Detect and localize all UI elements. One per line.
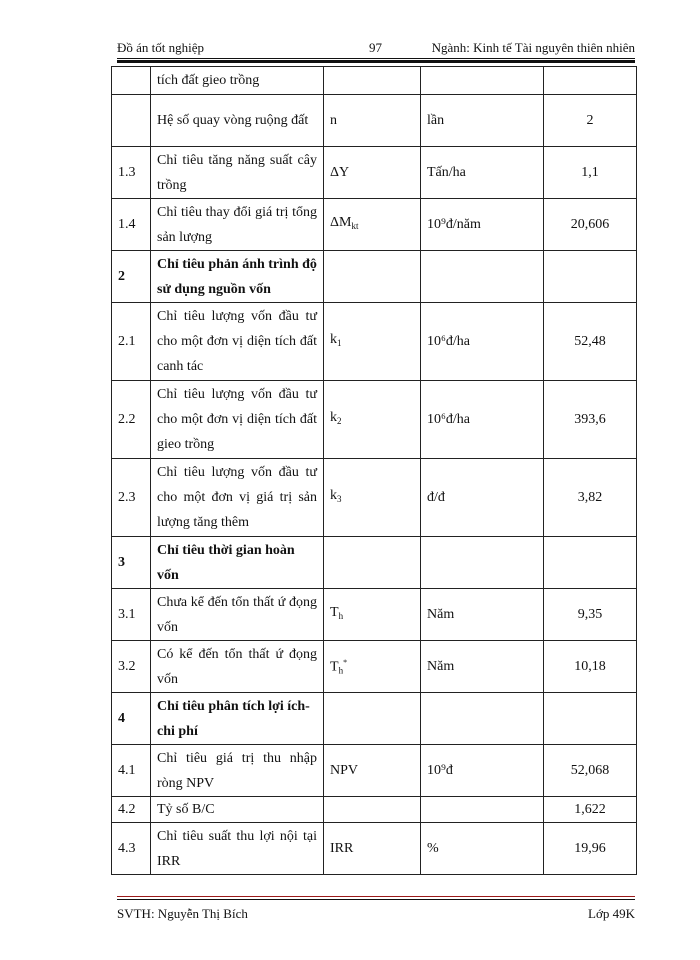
cell-unit [421, 251, 544, 303]
cell-indicator: Chỉ tiêu suất thu lợi nội tại IRR [151, 823, 324, 875]
cell-symbol [324, 823, 421, 875]
cell-symbol [324, 67, 421, 95]
cell-number [112, 67, 151, 95]
section-row [112, 693, 637, 745]
cell-indicator: Chỉ tiêu lượng vốn đầu tư cho một đơn vị diện tích đất gieo trồng [151, 381, 324, 459]
table-row [112, 147, 637, 199]
indicator-table [111, 66, 637, 875]
cell-unit: 10⁶đ/ha [421, 303, 544, 381]
cell-value [544, 67, 637, 95]
header-document-title: Đồ án tốt nghiệp [117, 40, 205, 55]
cell-indicator: Chỉ tiêu giá trị thu nhập ròng NPV [151, 745, 324, 797]
page-number: 97 [369, 40, 382, 55]
cell-value: 1,1 [544, 147, 637, 199]
cell-value [544, 693, 637, 745]
section-row [112, 537, 637, 589]
symbol-text: ΔY [330, 165, 350, 180]
cell-symbol [324, 797, 421, 823]
footer-student: SVTH: Nguyễn Thị Bích [117, 906, 248, 921]
table-row [112, 199, 637, 251]
cell-unit [421, 537, 544, 589]
cell-symbol [324, 251, 421, 303]
symbol-text: k [330, 488, 337, 503]
cell-indicator: Chưa kể đến tổn thất ứ đọng vốn [151, 589, 324, 641]
cell-number: 1.4 [112, 199, 151, 251]
footer-rule-red [117, 896, 635, 897]
symbol-subscript: h [338, 611, 344, 621]
cell-number: 4.3 [112, 823, 151, 875]
cell-value: 393,6 [544, 381, 637, 459]
cell-symbol [324, 641, 421, 693]
cell-value [544, 537, 637, 589]
cell-unit: 10⁶đ/ha [421, 381, 544, 459]
cell-value: 52,48 [544, 303, 637, 381]
cell-indicator: Chỉ tiêu lượng vốn đầu tư cho một đơn vị giá trị sản lượng tăng thêm [151, 459, 324, 537]
cell-unit: Năm [421, 589, 544, 641]
symbol-text: IRR [330, 841, 354, 856]
cell-indicator: Tỷ số B/C [151, 797, 324, 823]
cell-number: 1.3 [112, 147, 151, 199]
symbol-subscript: 3 [337, 494, 342, 504]
footer-rule-thin [117, 899, 635, 900]
cell-symbol [324, 199, 421, 251]
cell-indicator: Có kể đến tổn thất ứ đọng vốn [151, 641, 324, 693]
table-row [112, 95, 637, 147]
cell-symbol [324, 693, 421, 745]
cell-symbol [324, 147, 421, 199]
cell-number: 3 [112, 537, 151, 589]
cell-unit [421, 797, 544, 823]
header-major: Ngành: Kinh tế Tài nguyên thiên nhiên [431, 40, 635, 55]
cell-unit: 10⁹đ/năm [421, 199, 544, 251]
cell-indicator: Chỉ tiêu tăng năng suất cây trồng [151, 147, 324, 199]
cell-number: 2 [112, 251, 151, 303]
cell-unit: % [421, 823, 544, 875]
cell-number: 4.2 [112, 797, 151, 823]
table-row [112, 459, 637, 537]
cell-value: 20,606 [544, 199, 637, 251]
cell-indicator: Chỉ tiêu thời gian hoàn vốn [151, 537, 324, 589]
cell-unit: đ/đ [421, 459, 544, 537]
cell-unit: 10⁹đ [421, 745, 544, 797]
cell-number: 2.1 [112, 303, 151, 381]
cell-symbol [324, 381, 421, 459]
symbol-superscript: * [343, 657, 348, 667]
cell-unit: Năm [421, 641, 544, 693]
cell-value: 52,068 [544, 745, 637, 797]
cell-number: 2.2 [112, 381, 151, 459]
table-row [112, 589, 637, 641]
cell-symbol [324, 537, 421, 589]
cell-value: 9,35 [544, 589, 637, 641]
cell-indicator: Hệ số quay vòng ruộng đất [151, 95, 324, 147]
page-header [117, 40, 635, 58]
section-row [112, 251, 637, 303]
symbol-text: k [330, 410, 337, 425]
cell-indicator: Chỉ tiêu thay đổi giá trị tổng sản lượng [151, 199, 324, 251]
cell-symbol [324, 459, 421, 537]
symbol-text: n [330, 113, 337, 128]
cell-indicator: tích đất gieo trồng [151, 67, 324, 95]
cell-indicator: Chỉ tiêu phản ánh trình độ sử dụng nguồn vốn [151, 251, 324, 303]
cell-value: 19,96 [544, 823, 637, 875]
symbol-text: NPV [330, 763, 359, 778]
cell-symbol [324, 589, 421, 641]
cell-symbol [324, 303, 421, 381]
cell-symbol [324, 95, 421, 147]
symbol-text: ΔM [330, 215, 352, 230]
table-row [112, 797, 637, 823]
cell-value: 2 [544, 95, 637, 147]
cell-unit: lần [421, 95, 544, 147]
header-rule-thick [117, 60, 635, 63]
table-row [112, 641, 637, 693]
cell-value [544, 251, 637, 303]
cell-indicator: Chỉ tiêu phân tích lợi ích-chi phí [151, 693, 324, 745]
cell-number: 4.1 [112, 745, 151, 797]
cell-unit [421, 67, 544, 95]
symbol-text: T [330, 605, 339, 620]
cell-value: 10,18 [544, 641, 637, 693]
table-row [112, 381, 637, 459]
table-row [112, 823, 637, 875]
cell-number: 3.2 [112, 641, 151, 693]
table-row [112, 745, 637, 797]
cell-unit [421, 693, 544, 745]
cell-value: 3,82 [544, 459, 637, 537]
cell-unit: Tấn/ha [421, 147, 544, 199]
cell-number: 3.1 [112, 589, 151, 641]
table-row [112, 303, 637, 381]
cell-number: 2.3 [112, 459, 151, 537]
page-footer [117, 906, 635, 924]
symbol-text: k [330, 332, 337, 347]
header-rule-thin [117, 58, 635, 59]
cell-number [112, 95, 151, 147]
footer-class: Lớp 49K [588, 906, 635, 921]
cell-symbol [324, 745, 421, 797]
symbol-subscript: 1 [337, 338, 342, 348]
symbol-text: T [330, 659, 339, 675]
cell-value: 1,622 [544, 797, 637, 823]
table-row [112, 67, 637, 95]
cell-indicator: Chỉ tiêu lượng vốn đầu tư cho một đơn vị diện tích đất canh tác [151, 303, 324, 381]
symbol-subscript: kt [351, 221, 359, 231]
cell-number: 4 [112, 693, 151, 745]
symbol-subscript: h [338, 665, 344, 676]
symbol-subscript: 2 [337, 416, 342, 426]
